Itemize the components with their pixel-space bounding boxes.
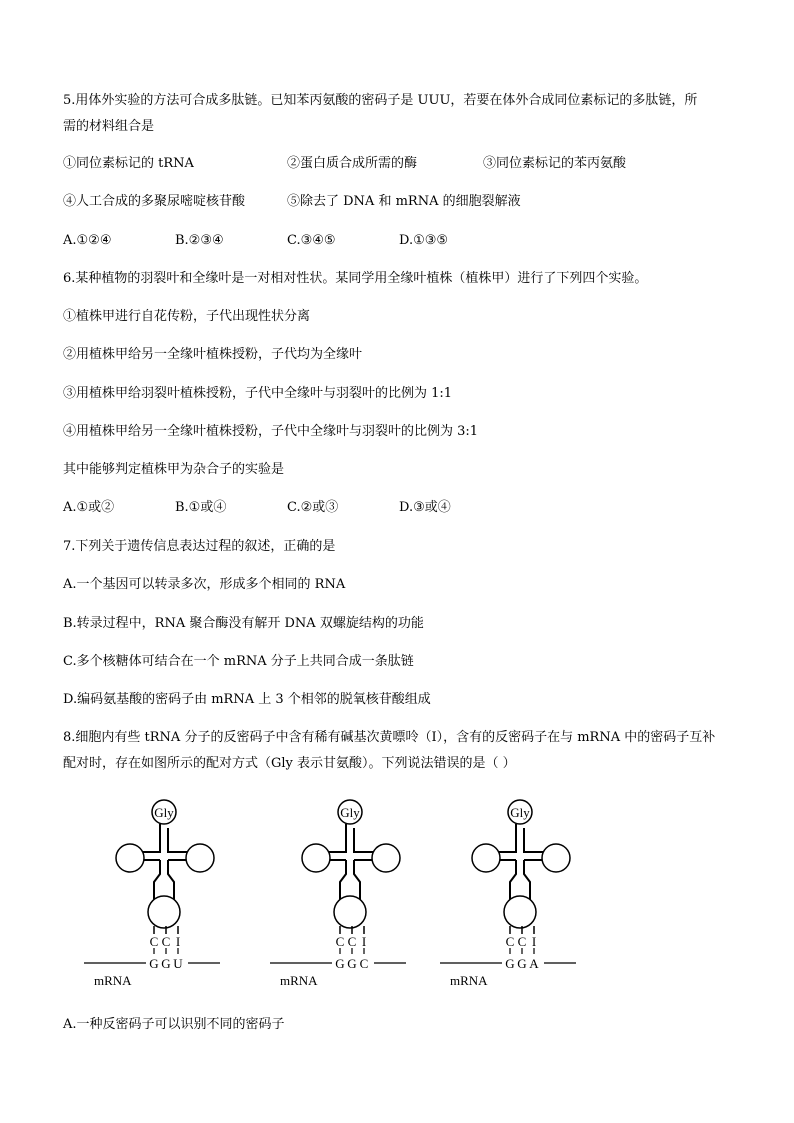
trna-diagram-3 [440,800,576,988]
anticodon-loop [148,896,180,928]
anticodon-base: C [505,934,515,949]
q7-option-d: D.编码氨基酸的密码子由 mRNA 上 3 个相邻的脱氧核苷酸组成 [63,692,431,707]
trna-pairing-figure [80,790,600,995]
anticodon-base: C [347,934,357,949]
q5-stem-line2: 需的材料组合是 [63,119,155,134]
q6-exp1: ①植株甲进行自花传粉，子代出现性状分离 [63,309,311,324]
anticodon-base: C [517,934,527,949]
q5-item5: ⑤除去了 DNA 和 mRNA 的细胞裂解液 [287,194,521,209]
left-loop [472,844,500,872]
codon-base: G [161,956,171,971]
q6-exp2: ②用植株甲给另一全缘叶植株授粉，子代均为全缘叶 [63,347,363,362]
anticodon-base: C [161,934,171,949]
codon-base: A [529,956,539,971]
amino-acid-label: Gly [340,805,360,820]
q5-item3: ③同位素标记的苯丙氨酸 [483,156,627,171]
anticodon-base: I [175,934,181,949]
q5-option-a: A.①②④ [63,233,112,248]
q6-exp4: ④用植株甲给另一全缘叶植株授粉，子代中全缘叶与羽裂叶的比例为 3:1 [63,424,479,439]
anticodon-loop [334,896,366,928]
trna-stem-arms [496,824,544,890]
q6-question: 其中能够判定植株甲为杂合子的实验是 [63,462,285,477]
trna-stem-arms [140,824,188,890]
amino-acid-label: Gly [154,805,174,820]
right-loop [186,844,214,872]
q5-option-b: B.②③④ [175,233,224,248]
mrna-label: mRNA [280,973,318,988]
q6-stem: 6.某种植物的羽裂叶和全缘叶是一对相对性状。某同学用全缘叶植株（植株甲）进行了下列四个实验。 [63,271,648,286]
trna-stem-arms [326,824,374,890]
q8-option-a: A.一种反密码子可以识别不同的密码子 [63,1017,285,1032]
q5-option-c: C.③④⑤ [287,233,336,248]
anticodon-loop [504,896,536,928]
codon-base: C [359,956,369,971]
codon-base: U [173,956,183,971]
left-loop [302,844,330,872]
q5-item4: ④人工合成的多聚尿嘧啶核苷酸 [63,194,246,209]
codon-base: G [347,956,357,971]
trna-diagram-2 [270,800,406,988]
codon-base: G [335,956,345,971]
q6-exp3: ③用植株甲给羽裂叶植株授粉，子代中全缘叶与羽裂叶的比例为 1:1 [63,386,453,401]
q7-option-b: B.转录过程中，RNA 聚合酶没有解开 DNA 双螺旋结构的功能 [63,616,424,631]
codon-base: G [517,956,527,971]
right-loop [372,844,400,872]
anticodon-base: I [531,934,537,949]
anticodon-base: C [335,934,345,949]
q5-option-d: D.①③⑤ [399,233,449,248]
mrna-label: mRNA [450,973,488,988]
q7-stem: 7.下列关于遗传信息表达过程的叙述，正确的是 [63,539,336,554]
mrna-label: mRNA [94,973,132,988]
trna-diagram-1 [84,800,220,988]
anticodon-base: I [361,934,367,949]
right-loop [542,844,570,872]
q7-option-a: A.一个基因可以转录多次，形成多个相同的 RNA [63,577,346,592]
q6-option-a: A.①或② [63,500,115,515]
q6-option-d: D.③或④ [399,500,451,515]
anticodon-base: C [149,934,159,949]
codon-base: G [505,956,515,971]
q5-item1: ①同位素标记的 tRNA [63,156,194,171]
q6-option-c: C.②或③ [287,500,339,515]
q5-item2: ②蛋白质合成所需的酶 [287,156,418,171]
codon-base: G [149,956,159,971]
q5-stem-line1: 5.用体外实验的方法可合成多肽链。已知苯丙氨酸的密码子是 UUU，若要在体外合成同位素标记的多肽链，所 [63,93,698,108]
amino-acid-label: Gly [510,805,530,820]
q7-option-c: C.多个核糖体可结合在一个 mRNA 分子上共同合成一条肽链 [63,654,414,669]
q8-stem-line2: 配对时，存在如图所示的配对方式（Gly 表示甘氨酸）。下列说法错误的是（ ） [63,756,516,771]
left-loop [116,844,144,872]
q8-stem-line1: 8.细胞内有些 tRNA 分子的反密码子中含有稀有碱基次黄嘌呤（I），含有的反密码子在与 mRNA 中的密码子互补 [63,730,716,745]
q6-option-b: B.①或④ [175,500,227,515]
